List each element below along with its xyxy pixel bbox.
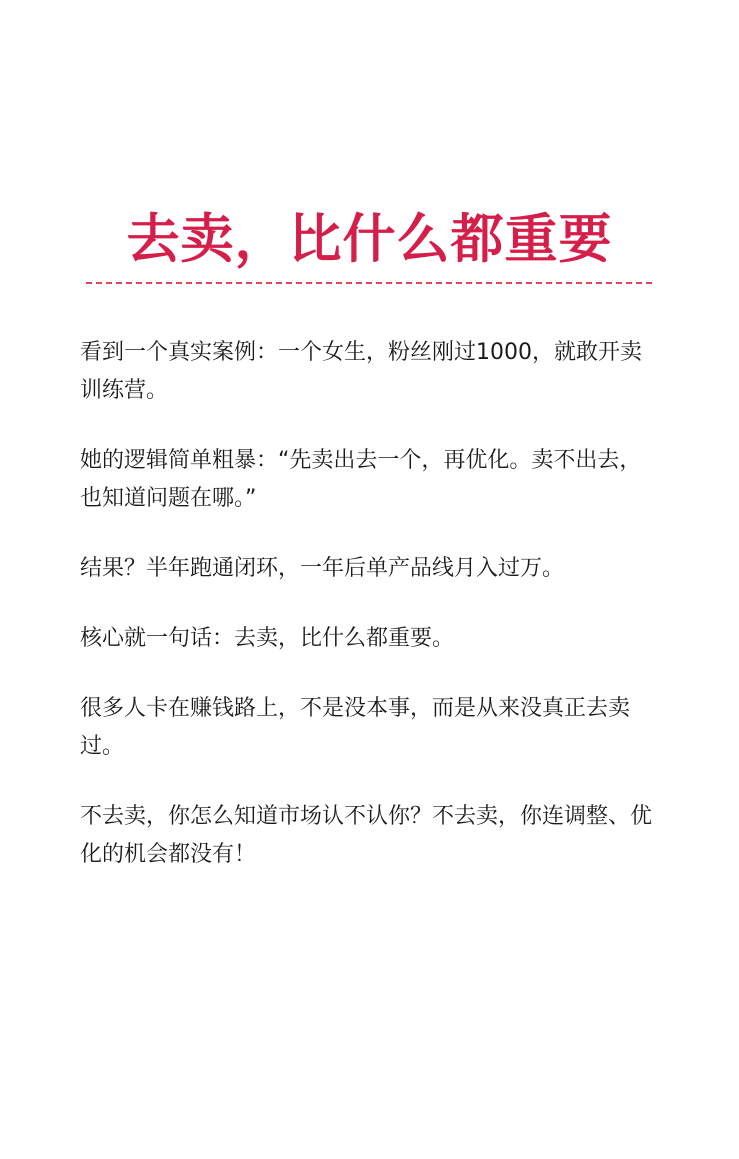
paragraph-4: 核心就一句话：去卖，比什么都重要。 (80, 626, 455, 651)
paragraph-5: 很多人卡在赚钱路上，不是没本事，而是从来没真正去卖过。 (80, 696, 631, 759)
paragraph-2: 她的逻辑简单粗暴：“先卖出去一个，再优化。卖不出去，也知道问题在哪。” (80, 448, 642, 511)
paragraph-3: 结果？半年跑通闭环，一年后单产品线月入过万。 (80, 556, 565, 581)
article-body (80, 334, 662, 906)
article-title: 去卖，比什么都重要 (126, 208, 613, 270)
paragraph-1: 看到一个真实案例：一个女生，粉丝刚过1000，就敢开卖训练营。 (80, 340, 642, 403)
paragraph-6: 不去卖，你怎么知道市场认不认你？不去卖，你连调整、优化的机会都没有！ (80, 804, 653, 867)
dashed-divider (86, 282, 652, 284)
